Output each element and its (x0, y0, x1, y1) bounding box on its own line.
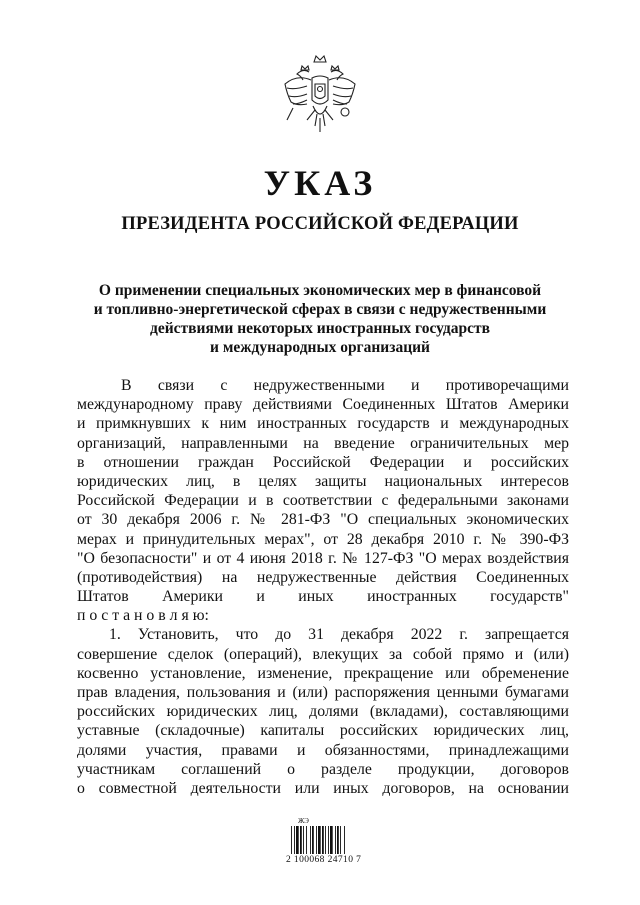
body-line: Российской Федерации и в соответствии с федеральными законами (77, 492, 569, 510)
body-line: (противодействия) на недружественные действия Соединенных (77, 568, 569, 586)
barcode-bar (325, 826, 326, 854)
barcode-bar (322, 826, 324, 854)
body-line: в отношении граждан Российской Федерации и российских (77, 453, 569, 471)
title-line: и международных организаций (210, 339, 430, 356)
barcode-bar (294, 826, 295, 854)
body-line: В связи с недружественными и противоречащими (121, 377, 569, 394)
barcode-bar (328, 826, 329, 854)
body-line: прав владения, пользования и (или) распоряжения ценными бумагами (77, 684, 569, 701)
barcode-mark: ЖЭ (298, 817, 309, 825)
body-line: п о с т а н о в л я ю: (77, 607, 209, 625)
barcode-bar (303, 826, 304, 854)
barcode-number: 2 100068 24710 7 (286, 855, 362, 865)
title-line: действиями некоторых иностранных государств (150, 320, 490, 337)
barcode-bar (312, 826, 314, 854)
issuer-heading: ПРЕЗИДЕНТА РОССИЙСКОЙ ФЕДЕРАЦИИ (121, 214, 519, 234)
barcode-bar (306, 826, 307, 854)
decree-heading: УКАЗ (263, 163, 377, 203)
barcode-bar (337, 826, 339, 854)
body-line: российских юридических лиц, долями (вкладами), составляющими (77, 703, 569, 721)
barcode-bar (316, 826, 317, 854)
barcode-bar (300, 826, 302, 854)
body-line: о совместной деятельности или иных договоров, на основании (77, 779, 569, 797)
body-line: совершение сделок (операций), влекущих за собой прямо и (или) (77, 645, 569, 663)
barcode-bar (330, 826, 333, 854)
body-line: "О безопасности" и от 4 июня 2018 г. № 127-ФЗ "О мерах воздействия (77, 549, 569, 567)
body-line: Штатов Америки и иных иностранных государств" (77, 588, 569, 606)
body-line: от 30 декабря 2006 г. № 281-ФЗ "О специальных экономических (77, 511, 569, 529)
body-line: долями участия, правами и обязанностями, принадлежащими (77, 741, 569, 759)
barcode-bar (291, 826, 292, 854)
body-line: косвенно установление, изменение, прекращение или обременение (77, 664, 569, 682)
decree-title (60, 281, 580, 357)
body-line: и примкнувших к ним иностранных государств и международных (77, 415, 569, 433)
barcode-bar (335, 826, 336, 854)
body-line: мерах и принудительных мерах", от 28 декабря 2010 г. № 390-ФЗ (77, 530, 569, 548)
body-line: юридических лиц, в целях защиты национальных интересов (77, 472, 569, 490)
body-line: 1. Установить, что до 31 декабря 2022 г. запрещается (109, 626, 569, 644)
barcode-bar (344, 826, 345, 854)
title-line: О применении специальных экономических мер в финансовой (98, 282, 542, 299)
barcode-bar (340, 826, 341, 854)
barcode-bar (296, 826, 299, 854)
decree-body (77, 376, 569, 798)
title-line: и топливно-энергетической сферах в связи с недружественными (93, 301, 547, 318)
body-line: организаций, направленными на введение ограничительных мер (77, 434, 569, 452)
barcode-graphic (290, 826, 365, 854)
barcode-bar (310, 826, 311, 854)
body-line: участникам соглашений о разделе продукции, договоров (77, 760, 569, 778)
coat-of-arms-emblem (279, 52, 361, 144)
body-line: международному праву действиями Соединенных Штатов Америки (77, 396, 569, 414)
body-line: уставные (складочные) капиталы российских юридических лиц, (77, 722, 569, 740)
barcode-bar (318, 826, 321, 854)
